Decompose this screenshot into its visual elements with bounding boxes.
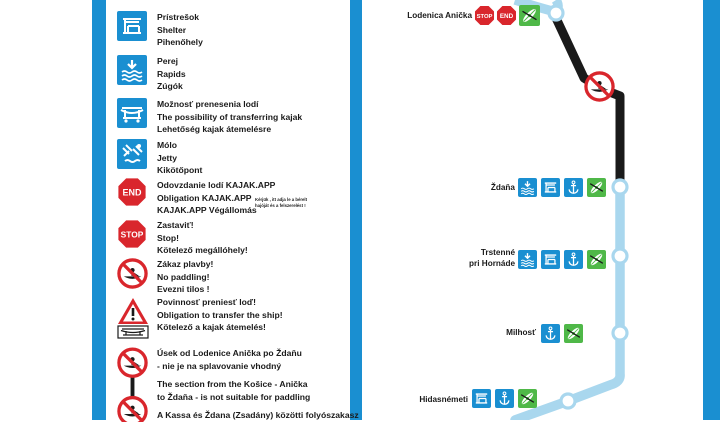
station-name-lodenica-anicka: Lodenica Anička (407, 11, 472, 20)
end-icon (117, 177, 147, 207)
rapids-icon (117, 55, 147, 85)
rapids-icon (518, 250, 537, 269)
legend-text: Úsek od Lodenice Anička po Ždaňu (157, 348, 302, 358)
station-dot-milhost (613, 326, 627, 340)
station-dot-hidasnemeti (561, 394, 575, 408)
anchor-icon (495, 389, 514, 408)
legend-text: Kötelező megállóhely! (157, 245, 248, 256)
legend-text: Zákaz plavby! (157, 259, 214, 269)
station-name-hidasnemeti: Hidasnémeti (419, 395, 468, 404)
legend-text: Kikötőpont (157, 165, 203, 176)
legend-item-stop (108, 218, 350, 258)
legend-item-jetty (108, 138, 350, 178)
legend-text: Mólo (157, 140, 178, 150)
end-icon (496, 5, 517, 26)
end-note: Kérjük , itt adja le a bérelt hajóját és a felszerelést ! (255, 197, 308, 208)
legend-text: KAJAK.APP Végállomás (157, 205, 257, 216)
legend-text: Pihenőhely (157, 37, 203, 48)
station-icons-zdana (518, 178, 608, 198)
station-icons-lodenica (474, 5, 544, 27)
stop-icon (117, 219, 147, 249)
stop-icon-label: STOP (120, 229, 144, 240)
transfer-warning-icon (117, 297, 149, 339)
legend-text: Prístrešok (157, 12, 200, 22)
jetty-icon (117, 139, 147, 169)
kayak-icon (564, 324, 583, 343)
legend-item-no-paddling (108, 257, 350, 297)
legend-text: to Ždaňa - is not suitable for paddling (157, 391, 311, 402)
legend-text: Lehetőség kajak átemelésre (157, 124, 272, 135)
shelter-icon (117, 11, 147, 41)
legend-item-unsuitable-section (108, 344, 359, 421)
station-name-line: Trstenné (480, 248, 515, 257)
legend-text: No paddling! (157, 271, 210, 282)
shelter-icon (472, 389, 491, 408)
stop-icon (474, 5, 495, 26)
legend-item-shelter (108, 10, 350, 50)
legend-text: Obligation to transfer the ship! (157, 309, 283, 320)
anchor-icon (541, 324, 560, 343)
anchor-icon (564, 178, 583, 197)
station-icons-trstenne (518, 250, 608, 270)
legend-item-end (108, 176, 350, 216)
legend-panel (108, 0, 359, 421)
no-paddling-icon (117, 258, 148, 289)
kayak-icon (518, 389, 537, 408)
legend-text: - nie je na splavovanie vhodný (157, 360, 282, 371)
kayak-icon (519, 5, 540, 26)
legend-text: A Kassa és Ždana (Zsadány) közötti folyószakasz (157, 410, 359, 421)
legend-text: Shelter (157, 24, 187, 35)
legend-text: Perej (157, 56, 179, 66)
legend-text: Evezni tilos ! (157, 284, 210, 295)
legend-item-rapids (108, 54, 350, 94)
river-unsuitable-section (556, 18, 620, 186)
legend-text: The section from the Košice - Anička (157, 379, 308, 390)
river-navigable-lower (515, 186, 620, 420)
legend-text: Jetty (157, 152, 178, 163)
legend-text: Obligation KAJAK.APP (157, 192, 252, 203)
station-dot-trstenne (613, 249, 627, 263)
anchor-icon (564, 250, 583, 269)
station-dot-zdana (613, 180, 627, 194)
end-label: END (499, 12, 514, 20)
unsuitable-section-icon (117, 346, 148, 422)
station-name-zdana: Ždaňa (490, 183, 515, 192)
rapids-icon (518, 178, 537, 197)
right-blue-border (703, 0, 720, 420)
no-paddling-marker (586, 73, 613, 100)
station-name-milhost: Milhosť (506, 328, 536, 337)
left-blue-border (92, 0, 106, 420)
legend-text: Rapids (157, 68, 186, 79)
legend-item-kayak-transfer (108, 97, 350, 137)
legend-text: Zúgók (157, 81, 183, 92)
kayak-icon (587, 250, 606, 269)
kayak-icon (587, 178, 606, 197)
station-name-line: pri Hornáde (469, 258, 515, 268)
end-icon-label: END (122, 187, 142, 198)
legend-text: Odovzdanie lodí KAJAK.APP (157, 180, 276, 190)
legend-text: Zastaviť! (157, 220, 194, 230)
station-name-trstenne (469, 248, 515, 269)
legend-text: Kötelező a kajak átemelés! (157, 322, 266, 333)
station-dot-lodenica (549, 6, 563, 20)
legend-text: Povinnosť preniesť loď! (157, 297, 256, 307)
station-icons-hidasnemeti (472, 389, 540, 409)
station-icons-milhost (541, 324, 585, 344)
legend-text: Stop! (157, 232, 179, 243)
shelter-icon (541, 178, 560, 197)
kayak-transfer-icon (117, 98, 147, 128)
stop-label: STOP (476, 13, 493, 20)
legend-text: Možnosť prenesenia lodí (157, 99, 259, 109)
legend-text: The possibility of transferring kajak (157, 111, 303, 122)
shelter-icon (541, 250, 560, 269)
legend-item-transfer-warning (108, 297, 350, 341)
